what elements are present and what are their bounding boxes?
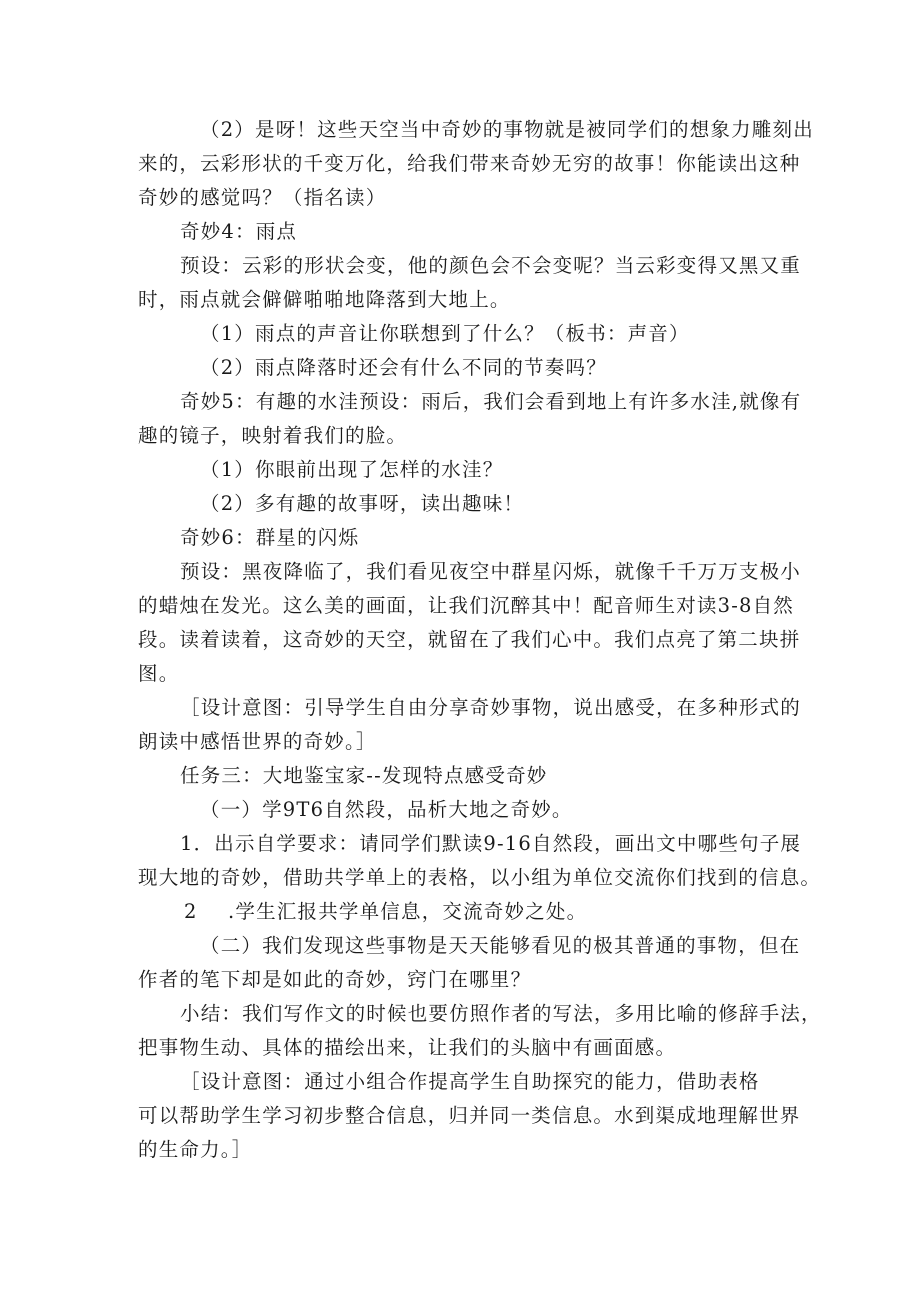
design-intent-line: 的生命力。］: [138, 1138, 253, 1161]
design-intent-line: ［设计意图：引导学生自由分享奇妙事物，说出感受，在多种形式的: [180, 696, 802, 719]
list-item: （1）雨点的声音让你联想到了什么？（板书：声音）: [200, 322, 690, 345]
section-heading: 奇妙6：群星的闪烁: [180, 526, 360, 549]
design-intent-line: ［设计意图：通过小组合作提高学生自助探究的能力，借助表格: [180, 1070, 760, 1093]
summary-line: 小结：我们写作文的时候也要仿照作者的写法，多用比喻的修辞手法，: [180, 1002, 822, 1025]
section-heading: 奇妙4：雨点: [180, 220, 298, 243]
paragraph-line: 预设：云彩的形状会变，他的颜色会不会变呢？当云彩变得又黑又重: [180, 254, 802, 277]
paragraph-line: （2）是呀！这些天空当中奇妙的事物就是被同学们的想象力雕刻出: [200, 118, 814, 141]
list-number: 2: [184, 900, 198, 923]
paragraph-line: 趣的镜子，映射着我们的脸。: [138, 424, 408, 447]
paragraph-line: 作者的笔下却是如此的奇妙，窍门在哪里？: [138, 968, 532, 991]
summary-line: 把事物生动、具体的描绘出来，让我们的头脑中有画面感。: [138, 1036, 677, 1059]
task-heading: 任务三：大地鉴宝家--发现特点感受奇妙: [180, 764, 548, 787]
paragraph-line: 的蜡烛在发光。这么美的画面，让我们沉醉其中！配音师生对读3-8自然: [138, 594, 795, 617]
subsection-heading: （二）我们发现这些事物是天天能够看见的极其普通的事物，但在: [200, 934, 801, 957]
design-intent-line: 可以帮助学生学习初步整合信息，归并同一类信息。水到渠成地理解世界: [138, 1104, 801, 1127]
paragraph-line: 来的，云彩形状的千变万化，给我们带来奇妙无穷的故事！你能读出这种: [138, 152, 801, 175]
list-item: .学生汇报共学单信息，交流奇妙之处。: [228, 900, 588, 923]
list-item: （1）你眼前出现了怎样的水洼？: [200, 458, 504, 481]
paragraph-line: 段。读着读着，这奇妙的天空，就留在了我们心中。我们点亮了第二块拼: [138, 628, 801, 651]
paragraph-line: 1．出示自学要求：请同学们默读9-16自然段，画出文中哪些句子展: [180, 832, 802, 855]
paragraph-line: 预设：黑夜降临了，我们看见夜空中群星闪烁，就像千千万万支极小: [180, 560, 802, 583]
list-item: （2）多有趣的故事呀，读出趣味！: [200, 492, 525, 515]
paragraph-line: 图。: [138, 662, 180, 685]
list-item: （2）雨点降落时还会有什么不同的节奏吗？: [200, 356, 607, 379]
paragraph-line: 现大地的奇妙，借助共学单上的表格，以小组为单位交流你们找到的信息。: [138, 866, 822, 889]
subsection-heading: （一）学9T6自然段，品析大地之奇妙。: [200, 798, 573, 821]
paragraph-line: 奇妙5：有趣的水洼预设：雨后，我们会看到地上有许多水洼,就像有: [180, 390, 802, 413]
paragraph-line: 奇妙的感觉吗？（指名读）: [138, 186, 387, 209]
design-intent-line: 朗读中感悟世界的奇妙。］: [138, 730, 377, 753]
paragraph-line: 时，雨点就会僻僻啪啪地降落到大地上。: [138, 288, 511, 311]
